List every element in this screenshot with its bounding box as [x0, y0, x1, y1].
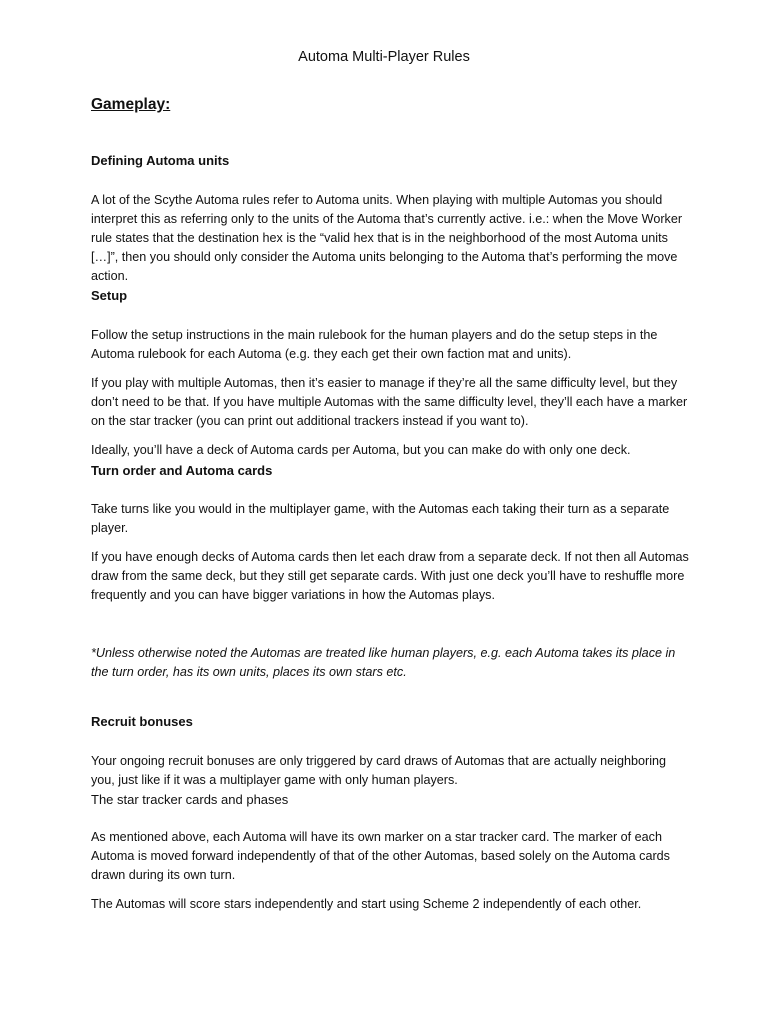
heading-turn-order: Turn order and Automa cards [91, 463, 273, 478]
paragraph-recruit-bonuses: Your ongoing recruit bonuses are only triggered by card draws of Automas that are actually neighboring you, just like if it was a multiplayer game with only human players. [91, 754, 666, 787]
paragraph-turn-order-1: Take turns like you would in the multiplayer game, with the Automas each taking their turn as a separate player. [91, 502, 670, 535]
document-title: Automa Multi-Player Rules [298, 49, 470, 65]
paragraph-setup-3: Ideally, you’ll have a deck of Automa cards per Automa, but you can make do with only one deck. [91, 443, 631, 457]
italic-note: *Unless otherwise noted the Automas are treated like human players, e.g. each Automa takes its place in the turn order, has its own units, places its own stars etc. [91, 646, 676, 679]
heading-defining-automa-units: Defining Automa units [91, 153, 230, 168]
paragraph-setup-1: Follow the setup instructions in the main rulebook for the human players and do the setup steps in the Automa rulebook for each Automa (e.g. they each get their own faction mat and units). [91, 328, 658, 361]
paragraph-setup-2: If you play with multiple Automas, then it’s easier to manage if they’re all the same difficulty level, but they don’t need to be that. If you have multiple Automas with the same difficulty level, they’ll each have a marker on the star tracker (you can print out additional trackers instead if you want to). [91, 376, 688, 428]
paragraph-turn-order-2: If you have enough decks of Automa cards then let each draw from a separate deck. If not then all Automas draw from the same deck, but they still get separate cards. With just one deck you’ll have to reshuffle more frequently and you can have bigger variations in how the Automas plays. [91, 550, 689, 602]
paragraph-star-tracker-1: As mentioned above, each Automa will have its own marker on a star tracker card. The marker of each Automa is moved forward independently of that of the other Automas, based solely on the Automa cards drawn during its own turn. [91, 830, 670, 882]
paragraph-defining-automa-units: A lot of the Scythe Automa rules refer to Automa units. When playing with multiple Automas you should interpret this as referring only to the units of the Automa that’s currently active. i.e.: when the Move Worker rule states that the destination hex is the “valid hex that is in the neighborhood of the most Automa units […]”, then you should only consider the Automa units belonging to the Automa that’s performing the move action. [91, 193, 683, 283]
section-heading-gameplay: Gameplay: [91, 96, 171, 113]
heading-setup: Setup [91, 288, 128, 303]
paragraph-star-tracker-2: The Automas will score stars independently and start using Scheme 2 independently of each other. [91, 897, 642, 911]
heading-recruit-bonuses: Recruit bonuses [91, 714, 193, 729]
heading-star-tracker: The star tracker cards and phases [91, 792, 289, 807]
